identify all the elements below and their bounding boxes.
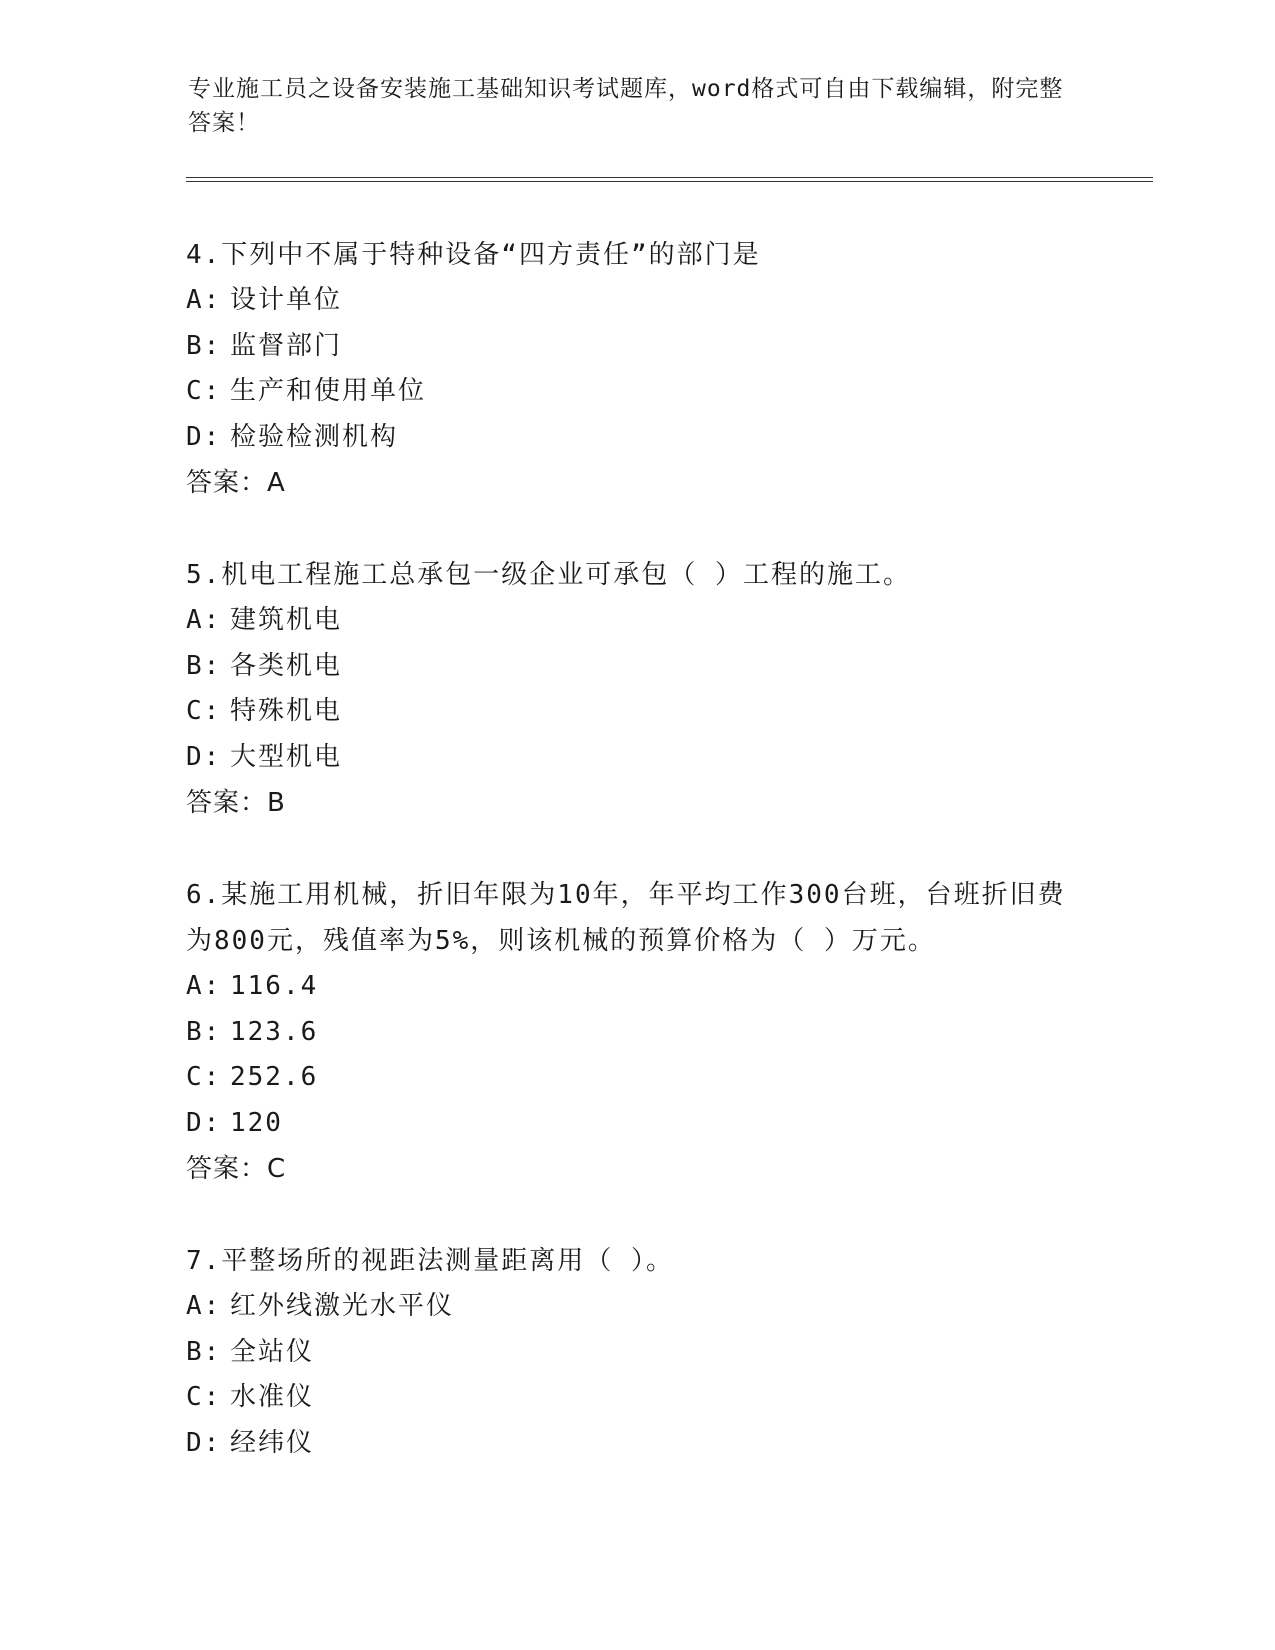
option-letter: B: bbox=[186, 330, 222, 361]
option-d bbox=[186, 735, 1086, 781]
question-6 bbox=[186, 872, 1086, 1192]
option-letter: A: bbox=[186, 1291, 222, 1321]
option-c bbox=[186, 1055, 1086, 1101]
option-text: 水准仪 bbox=[230, 1382, 315, 1412]
option-letter: D: bbox=[186, 1107, 222, 1138]
option-letter: A: bbox=[186, 605, 222, 635]
document-header: 专业施工员之设备安装施工基础知识考试题库，word格式可自由下载编辑，附完整答案！ bbox=[188, 76, 1064, 136]
option-a bbox=[186, 964, 1086, 1010]
option-a bbox=[186, 278, 1086, 324]
option-d bbox=[186, 1421, 1086, 1467]
option-letter: C: bbox=[186, 1062, 222, 1092]
option-text: 全站仪 bbox=[230, 1336, 315, 1367]
option-letter: C: bbox=[186, 1382, 222, 1412]
option-text: 252.6 bbox=[230, 1062, 319, 1092]
option-b bbox=[186, 1330, 1086, 1376]
option-text: 大型机电 bbox=[230, 741, 343, 772]
option-letter: B: bbox=[186, 650, 222, 681]
answer-line: 答案：C bbox=[186, 1154, 287, 1184]
question-stem: 5.机电工程施工总承包一级企业可承包（ ）工程的施工。 bbox=[186, 560, 911, 590]
option-letter: D: bbox=[186, 741, 222, 772]
option-letter: C: bbox=[186, 696, 222, 726]
option-text: 监督部门 bbox=[230, 330, 343, 361]
option-text: 设计单位 bbox=[230, 285, 343, 315]
question-stem: 6.某施工用机械，折旧年限为10年，年平均工作300台班，台班折旧费为800元，残值率为5%，则该机械的预算价格为（ ）万元。 bbox=[186, 880, 1066, 956]
option-text: 红外线激光水平仪 bbox=[230, 1291, 455, 1321]
option-text: 检验检测机构 bbox=[230, 421, 399, 452]
option-d bbox=[186, 415, 1086, 461]
option-letter: A: bbox=[186, 971, 222, 1001]
answer-line: 答案：B bbox=[186, 788, 286, 818]
option-text: 建筑机电 bbox=[230, 605, 343, 635]
option-c bbox=[186, 689, 1086, 735]
option-letter: D: bbox=[186, 1427, 222, 1458]
question-4 bbox=[186, 232, 1086, 506]
question-5 bbox=[186, 552, 1086, 826]
option-d bbox=[186, 1101, 1086, 1147]
option-text: 特殊机电 bbox=[230, 696, 343, 726]
option-text: 经纬仪 bbox=[230, 1427, 315, 1458]
question-list bbox=[186, 232, 1086, 1512]
option-a bbox=[186, 1284, 1086, 1330]
option-letter: B: bbox=[186, 1016, 222, 1047]
option-b bbox=[186, 644, 1086, 690]
option-letter: B: bbox=[186, 1336, 222, 1367]
option-letter: C: bbox=[186, 376, 222, 406]
option-c bbox=[186, 369, 1086, 415]
option-letter: A: bbox=[186, 285, 222, 315]
option-b bbox=[186, 324, 1086, 370]
question-7 bbox=[186, 1238, 1086, 1466]
option-a bbox=[186, 598, 1086, 644]
option-letter: D: bbox=[186, 421, 222, 452]
question-stem: 4.下列中不属于特种设备“四方责任”的部门是 bbox=[186, 240, 761, 270]
option-text: 各类机电 bbox=[230, 650, 343, 681]
option-b bbox=[186, 1010, 1086, 1056]
header-double-rule bbox=[186, 177, 1153, 182]
option-text: 120 bbox=[230, 1107, 283, 1138]
answer-line: 答案：A bbox=[186, 468, 286, 498]
option-c bbox=[186, 1375, 1086, 1421]
option-text: 116.4 bbox=[230, 971, 319, 1001]
question-stem: 7.平整场所的视距法测量距离用（ ）。 bbox=[186, 1246, 674, 1276]
option-text: 生产和使用单位 bbox=[230, 376, 427, 406]
option-text: 123.6 bbox=[230, 1016, 319, 1047]
